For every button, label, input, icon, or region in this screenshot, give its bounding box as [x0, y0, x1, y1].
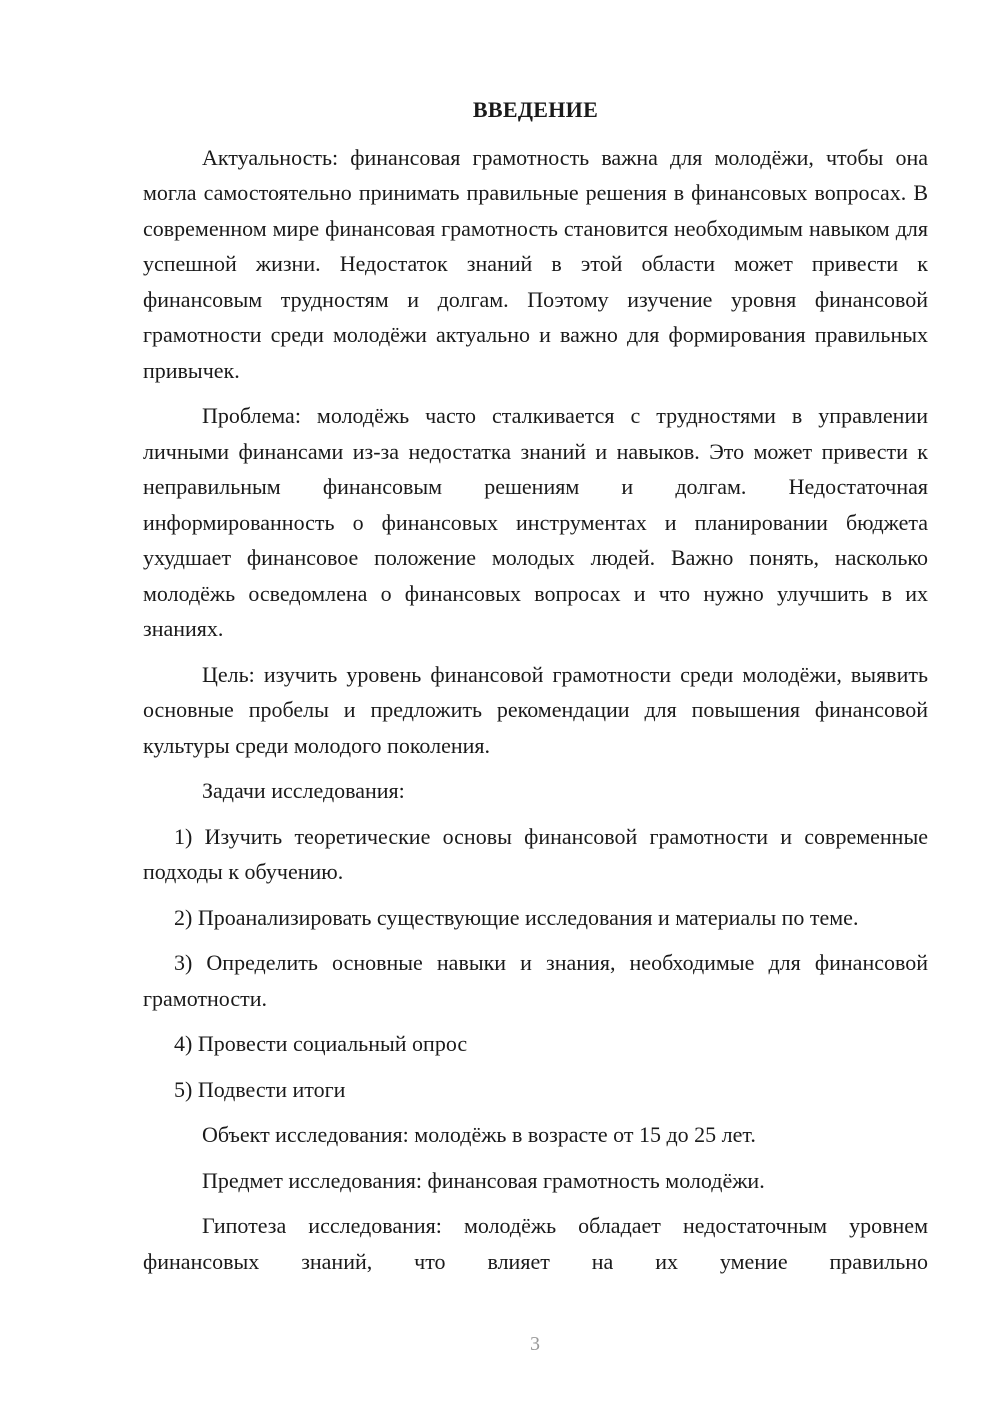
- document-page: [143, 92, 928, 1289]
- object-paragraph: Объект исследования: молодёжь в возрасте от 15 до 25 лет.: [202, 1122, 756, 1147]
- page-number: 3: [530, 1333, 540, 1355]
- task-item-1: 1) Изучить теоретические основы финансовой грамотности и современные подходы к обучению.: [143, 823, 928, 884]
- problem-paragraph: Проблема: молодёжь часто сталкивается с трудностями в управлении личными финансами из-за недостатка знаний и навыков. Это может привести к неправильным финансовым решениям и долгам. Недостаточная информированность о финансовых инструментах и планировании бюджета ухудшает финансовое положение молодых людей. Важно понять, насколько молодёжь осведомлена о финансовых вопросах и что нужно улучшить в их знаниях.: [143, 403, 928, 641]
- hypothesis-paragraph: Гипотеза исследования: молодёжь обладает недостаточным уровнем финансовых знаний, что влияет на их умение правильно: [143, 1213, 928, 1274]
- subject-paragraph: Предмет исследования: финансовая грамотность молодёжи.: [202, 1167, 765, 1193]
- task-item-4: 4) Провести социальный опрос: [174, 1031, 468, 1056]
- relevance-paragraph: Актуальность: финансовая грамотность важна для молодёжи, чтобы она могла самостоятельно принимать правильные решения в финансовых вопросах. В современном мире финансовая грамотность становится необходимым навыком для успешной жизни. Недостаток знаний в этой области может привести к финансовым трудностям и долгам. Поэтому изучение уровня финансовой грамотности среди молодёжи актуально и важно для формирования правильных привычек.: [143, 144, 928, 383]
- task-item-5: 5) Подвести итоги: [174, 1076, 346, 1102]
- task-item-2: 2) Проанализировать существующие исследования и материалы по теме.: [174, 904, 859, 930]
- task-item-3: 3) Определить основные навыки и знания, необходимые для финансовой грамотности.: [143, 950, 928, 1011]
- tasks-title: Задачи исследования:: [202, 778, 405, 803]
- section-heading: ВВЕДЕНИЕ: [472, 97, 599, 122]
- goal-paragraph: Цель: изучить уровень финансовой грамотности среди молодёжи, выявить основные пробелы и предложить рекомендации для повышения финансовой культуры среди молодого поколения.: [143, 661, 928, 758]
